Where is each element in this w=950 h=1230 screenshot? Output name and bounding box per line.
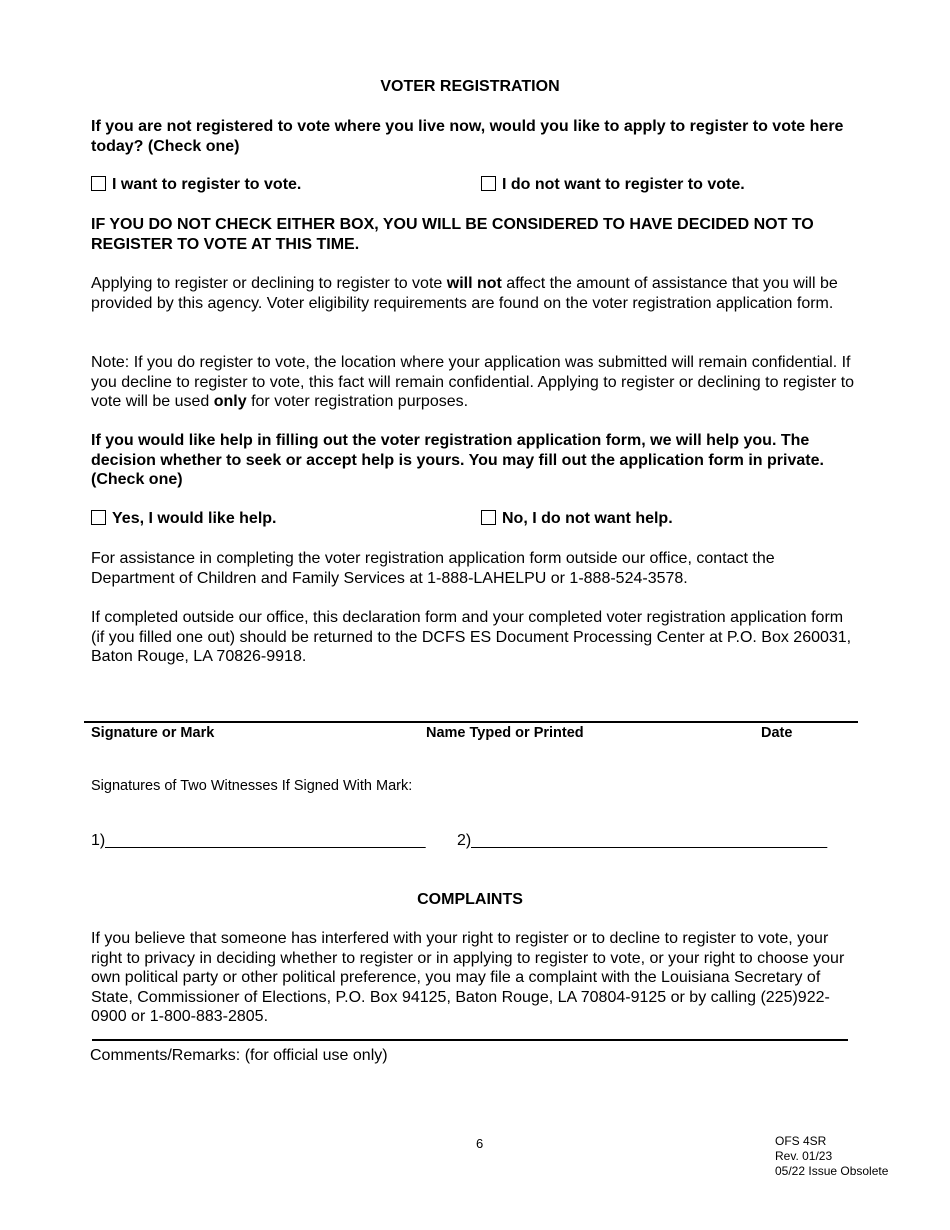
obsolete-notice: 05/22 Issue Obsolete: [775, 1164, 889, 1178]
note-text-1: Note: If you do register to vote, the location where your application was submitted will remain confidential. If you decline to register to vote, this fact will remain confidential. Applying to register or declining to register to vote will be used: [91, 354, 855, 411]
comments-divider: [92, 1039, 848, 1041]
not-register-option[interactable]: [481, 176, 745, 194]
register-checkbox[interactable]: [91, 176, 106, 191]
no-check-warning: IF YOU DO NOT CHECK EITHER BOX, YOU WILL BE CONSIDERED TO HAVE DECIDED NOT TO REGISTER TO VOTE AT THIS TIME.: [91, 216, 814, 253]
not-register-checkbox[interactable]: [481, 176, 496, 191]
page-title: VOTER REGISTRATION: [380, 78, 560, 95]
page-number: 6: [476, 1136, 484, 1151]
not-register-option-label: I do not want to register to vote.: [502, 176, 745, 193]
name-label: Name Typed or Printed: [426, 725, 584, 741]
witness-1-line[interactable]: 1)____________________________________: [91, 832, 426, 849]
assistance-emphasis: will not: [446, 275, 502, 292]
comments-label: Comments/Remarks: (for official use only): [90, 1047, 388, 1064]
note-emphasis: only: [213, 393, 247, 411]
form-revision: Rev. 01/23: [775, 1149, 833, 1163]
help-no-checkbox[interactable]: [481, 510, 496, 525]
register-option[interactable]: [91, 176, 301, 194]
register-option-label: I want to register to vote.: [112, 176, 302, 193]
note-text-2: for voter registration purposes.: [246, 393, 469, 411]
help-yes-option[interactable]: [91, 510, 277, 528]
return-instructions: If completed outside our office, this declaration form and your completed voter registration application form (if you filled one out) should be returned to the DCFS ES Document Processing Center at P.O. Box 260031, Baton Rouge, LA 70826-9918.: [91, 609, 852, 666]
help-yes-checkbox[interactable]: [91, 510, 106, 525]
assistance-text-1: Applying to register or declining to register to vote: [91, 275, 447, 292]
signature-line: [84, 721, 858, 723]
outside-assistance: For assistance in completing the voter registration application form outside our office, contact the Department of Children and Family Services at 1-888-LAHELPU or 1-888-524-3578.: [91, 550, 775, 587]
assistance-text-2: affect the amount of assistance that you will be provided by this agency. Voter eligibility requirements are found on the voter registration application form.: [91, 275, 838, 312]
signature-label: Signature or Mark: [91, 725, 215, 741]
help-yes-label: Yes, I would like help.: [112, 510, 277, 527]
registration-question: If you are not registered to vote where you live now, would you like to apply to register to vote here today? (Check one): [91, 118, 844, 155]
date-label: Date: [761, 725, 793, 741]
confidentiality-note: [91, 353, 856, 412]
help-question: If you would like help in filling out the voter registration application form, we will help you. The decision whether to seek or accept help is yours. You may fill out the application form in private. (Check one): [91, 432, 824, 489]
complaints-heading: COMPLAINTS: [417, 891, 523, 908]
form-info: [775, 1134, 888, 1179]
help-no-option[interactable]: [481, 510, 673, 528]
witness-2-line[interactable]: 2)________________________________________: [457, 832, 828, 849]
help-no-label: No, I do not want help.: [502, 510, 673, 527]
assistance-paragraph: [91, 274, 856, 313]
form-id: OFS 4SR: [775, 1134, 827, 1148]
witness-label: Signatures of Two Witnesses If Signed With Mark:: [91, 778, 413, 794]
complaints-text: If you believe that someone has interfered with your right to register or to decline to register to vote, your right to privacy in deciding whether to register or in applying to register to vote, or your right to choose your own political party or other political preference, you may file a complaint with the Louisiana Secretary of State, Commissioner of Elections, P.O. Box 94125, Baton Rouge, LA 70804-9125 or by calling (225)922-0900 or 1-800-883-2805.: [91, 930, 845, 1026]
